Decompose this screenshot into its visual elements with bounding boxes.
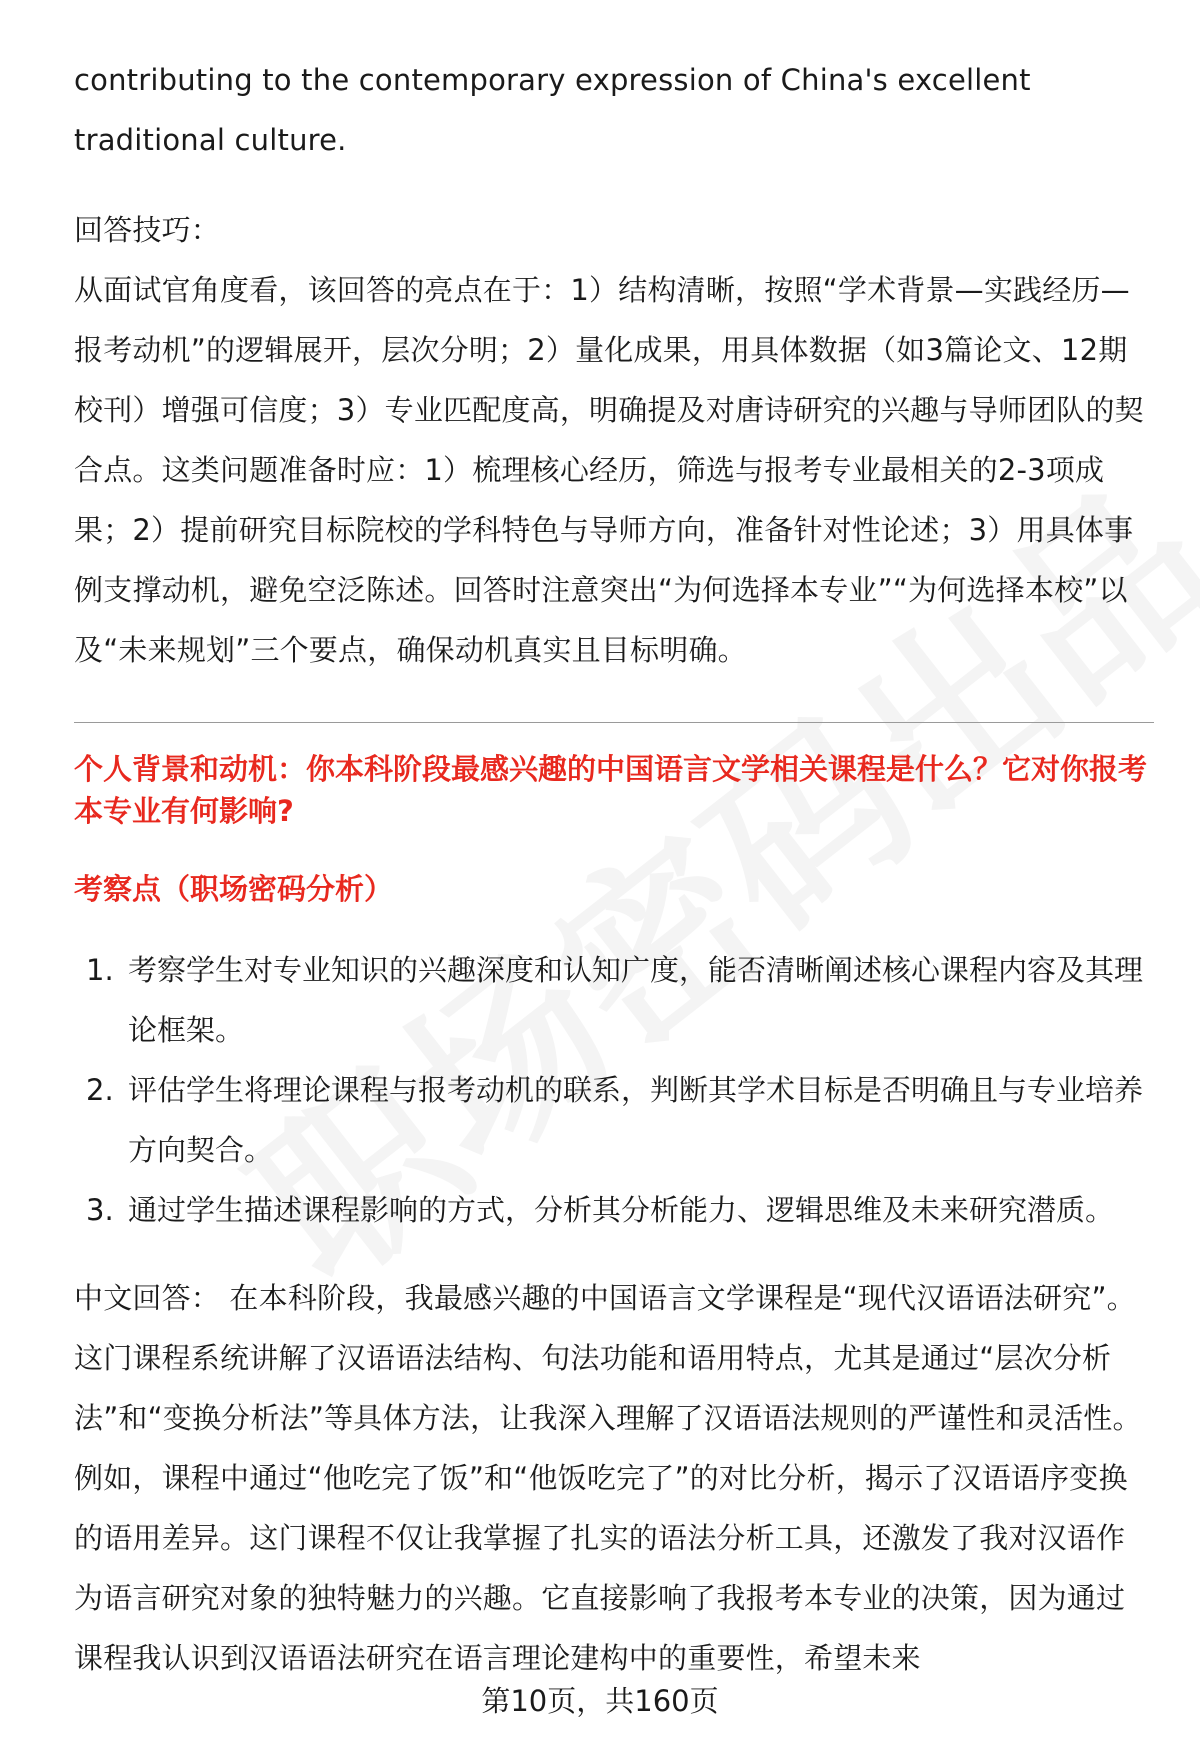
document-page	[74, 0, 1154, 1755]
page-number: 第10页，共160页	[481, 1684, 719, 1718]
list-item-number: 1.	[86, 953, 114, 987]
list-item-number: 3.	[86, 1193, 114, 1227]
list-item	[74, 1060, 1154, 1180]
section-divider	[74, 722, 1154, 723]
list-item-text: 评估学生将理论课程与报考动机的联系，判断其学术目标是否明确且与专业培养方向契合。	[128, 1073, 1144, 1167]
intro-paragraph: contributing to the contemporary expression of China's excellent traditional culture.	[74, 63, 1031, 157]
list-item-text: 考察学生对专业知识的兴趣深度和认知广度，能否清晰阐述核心课程内容及其理论框架。	[128, 953, 1144, 1047]
question-heading: 个人背景和动机：你本科阶段最感兴趣的中国语言文学相关课程是什么？它对你报考本专业有何影响?	[74, 752, 1148, 828]
answer-paragraph: 中文回答： 在本科阶段，我最感兴趣的中国语言文学课程是“现代汉语语法研究”。这门课程系统讲解了汉语语法结构、句法功能和语用特点，尤其是通过“层次分析法”和“变换分析法”等具体方法，让我深入理解了汉语语法规则的严谨性和灵活性。例如，课程中通过“他吃完了饭”和“他饭吃完了”的对比分析，揭示了汉语语序变换的语用差异。这门课程不仅让我掌握了扎实的语法分析工具，还激发了我对汉语作为语言研究对象的独特魅力的兴趣。它直接影响了我报考本专业的决策，因为通过课程我认识到汉语语法研究在语言理论建构中的重要性，希望未来	[74, 1281, 1142, 1675]
tips-label: 回答技巧：	[74, 213, 221, 247]
list-item-text: 通过学生描述课程影响的方式，分析其分析能力、逻辑思维及未来研究潜质。	[128, 1193, 1115, 1227]
list-item	[74, 940, 1154, 1060]
list-item-number: 2.	[86, 1073, 114, 1107]
points-list	[74, 940, 1154, 1240]
list-item	[74, 1180, 1154, 1240]
tips-body: 从面试官角度看，该回答的亮点在于：1）结构清晰，按照“学术背景—实践经历—报考动机”的逻辑展开，层次分明；2）量化成果，用具体数据（如3篇论文、12期校刊）增强可信度；3）专业匹配度高，明确提及对唐诗研究的兴趣与导师团队的契合点。这类问题准备时应：1）梳理核心经历，筛选与报考专业最相关的2-3项成果；2）提前研究目标院校的学科特色与导师方向，准备针对性论述；3）用具体事例支撑动机，避免空泛陈述。回答时注意突出“为何选择本专业”“为何选择本校”以及“未来规划”三个要点，确保动机真实且目标明确。	[74, 273, 1144, 667]
points-title: 考察点（职场密码分析）	[74, 872, 394, 906]
